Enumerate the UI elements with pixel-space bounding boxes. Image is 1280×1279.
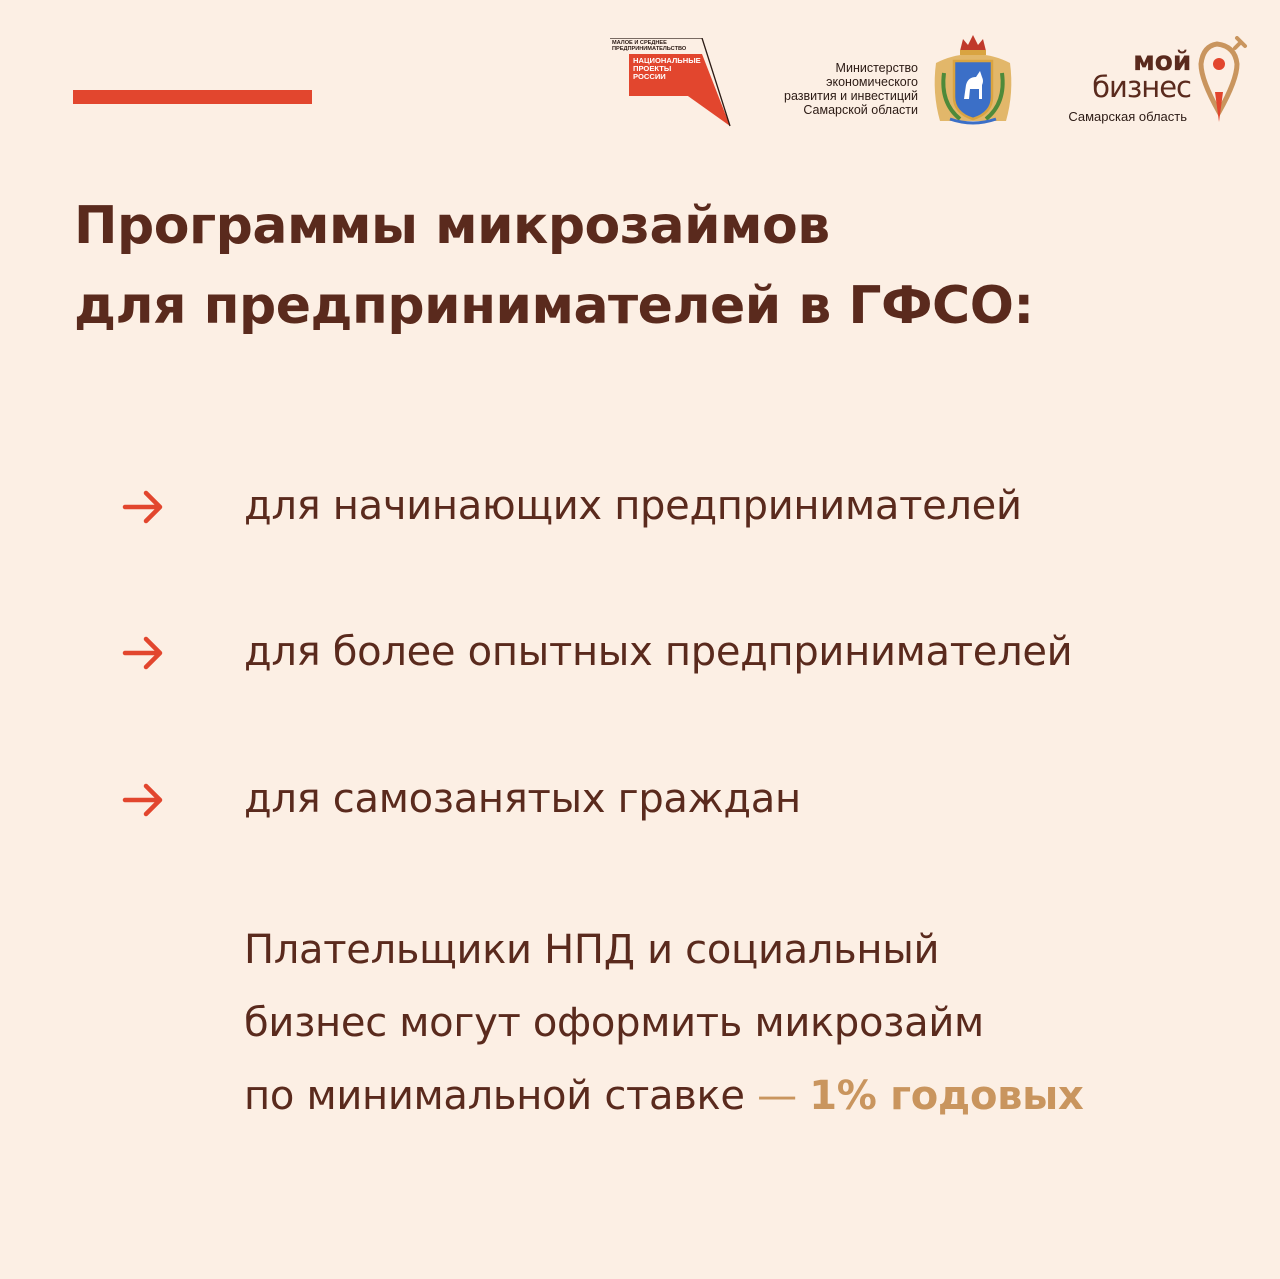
moy-biznes-region: Самарская область	[1068, 109, 1187, 124]
ministry-line: развития и инвестиций	[784, 89, 918, 103]
list-item-text: для самозанятых граждан	[244, 776, 801, 822]
national-projects-logo	[610, 38, 732, 128]
ministry-line: Министерство	[835, 61, 918, 75]
arrow-right-icon	[122, 634, 166, 672]
arrow-right-icon	[122, 488, 166, 526]
ministry-name	[760, 61, 918, 117]
national-projects-big-text: НАЦИОНАЛЬНЫЕ ПРОЕКТЫ РОССИИ	[633, 56, 701, 81]
note-line: Плательщики НПД и социальный	[244, 927, 940, 973]
location-pin-icon	[1195, 36, 1249, 126]
national-projects-small-text: МАЛОЕ И СРЕДНЕЕ ПРЕДПРИНИМАТЕЛЬСТВО	[612, 40, 687, 52]
moy-biznes-logo	[1056, 48, 1191, 130]
arrow-right-icon	[122, 781, 166, 819]
list-item	[122, 771, 1222, 831]
note-line: бизнес могут оформить микрозайм	[244, 1000, 984, 1046]
moy-biznes-word-moy: мой	[1132, 46, 1191, 77]
list-item-text: для более опытных предпринимателей	[244, 629, 1073, 675]
list-item-text: для начинающих предпринимателей	[244, 483, 1022, 529]
moy-biznes-word-biznes: бизнес	[1092, 70, 1191, 104]
note-paragraph	[244, 914, 1244, 1133]
ministry-line: экономического	[826, 75, 918, 89]
note-line-prefix: по минимальной ставке	[244, 1073, 758, 1119]
coat-of-arms-icon	[930, 33, 1016, 129]
page-title-line: Программы микрозаймов	[74, 196, 830, 256]
ministry-line: Самарской области	[803, 103, 918, 117]
page-title-line: для предпринимателей в ГФСО:	[74, 276, 1034, 336]
page-title	[74, 186, 1224, 346]
note-line	[244, 1060, 1244, 1133]
list-item	[122, 624, 1222, 684]
note-dash: —	[757, 1073, 810, 1119]
accent-bar	[73, 90, 312, 104]
note-rate-highlight: 1% годовых	[809, 1073, 1084, 1119]
list-item	[122, 478, 1222, 538]
